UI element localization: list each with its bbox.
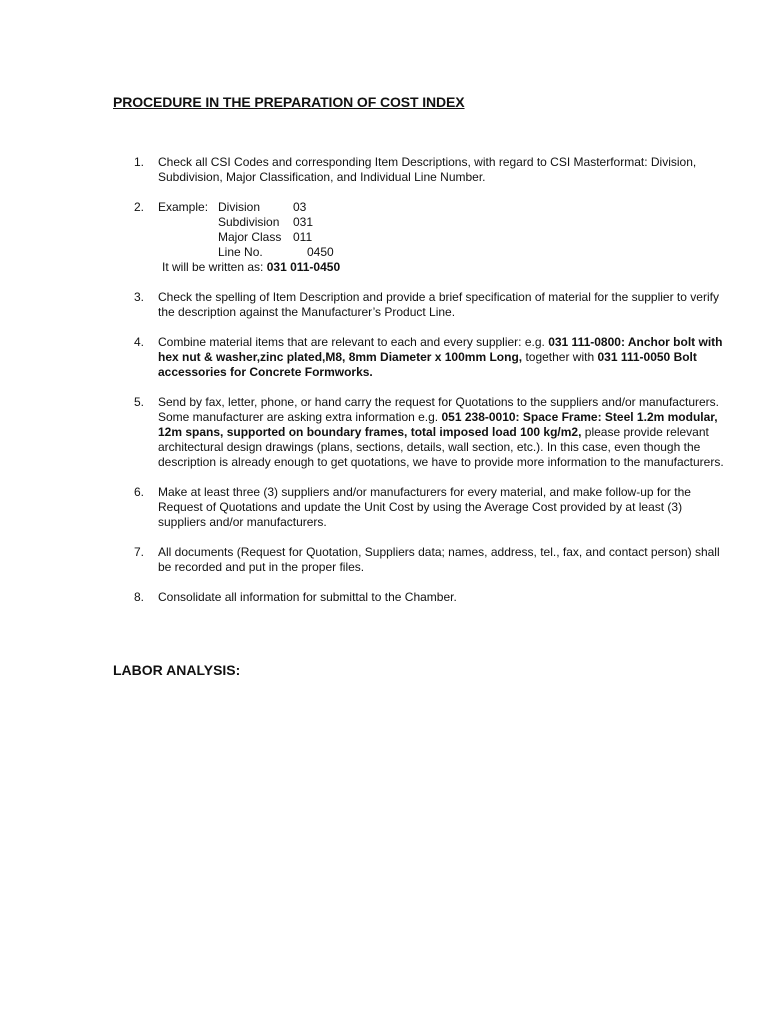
item-text: Make at least three (3) suppliers and/or manufacturers for every material, and make follow-up for the Request of Quotations and update the Unit Cost by using the Average Cost provided by at least (3) suppliers and/or manufacturers. <box>158 485 691 529</box>
item-text: Send by fax, letter, phone, or hand carry the request for Quotations to the suppliers and/or manufacturers. Some manufacturer are asking extra information e.g. <box>158 395 719 424</box>
example-row-value: 0450 <box>307 245 334 259</box>
item-number: 1. <box>134 155 145 169</box>
written-as-line <box>162 260 724 275</box>
item-text: please provide relevant architectural design drawings (plans, sections, details, wall section, etc.). In this case, even though the description is already enough to get quotations, we have to provide more information to the manufacturers. <box>158 425 724 469</box>
item-bold-code: 031 111-0050 Bolt accessories for Concrete Formworks. <box>158 350 697 379</box>
item-bold-code: 031 111-0800: Anchor bolt with hex nut & washer,zinc plated,M8, 8mm Diameter x 100mm Long, <box>158 335 723 364</box>
written-as-text: It will be written as: <box>162 260 264 274</box>
item-number: 5. <box>134 395 145 409</box>
item-bold-code: 051 238-0010: Space Frame: Steel 1.2m modular, 12m spans, supported on boundary frames, total imposed load 100 kg/m2, <box>158 410 718 439</box>
page-title: PROCEDURE IN THE PREPARATION OF COST INDEX <box>113 94 465 110</box>
item-text: Consolidate all information for submittal to the Chamber. <box>158 590 457 604</box>
example-row-label: Line No. <box>218 245 263 259</box>
list-item-4 <box>134 335 724 380</box>
item-text: Combine material items that are relevant to each and every supplier: e.g. <box>158 335 549 349</box>
example-table <box>158 200 724 260</box>
list-item-7 <box>134 545 724 575</box>
item-number: 6. <box>134 485 145 499</box>
written-as-code: 031 011-0450 <box>266 260 341 274</box>
example-row-label: Major Class <box>218 230 282 244</box>
item-number: 4. <box>134 335 145 349</box>
labor-analysis-heading: LABOR ANALYSIS: <box>113 662 241 678</box>
example-row-label: Subdivision <box>218 215 280 229</box>
item-number: 7. <box>134 545 145 559</box>
list-item-3 <box>134 290 724 320</box>
item-text: All documents (Request for Quotation, Suppliers data; names, address, tel., fax, and contact person) shall be recorded and put in the proper files. <box>158 545 720 574</box>
list-item-2 <box>134 200 724 275</box>
example-row-label: Division <box>218 200 261 214</box>
item-number: 2. <box>134 200 145 214</box>
list-item-5 <box>134 395 724 470</box>
example-row-value: 011 <box>293 230 313 244</box>
example-row-value: 031 <box>293 215 314 229</box>
item-text: Check the spelling of Item Description and provide a brief specification of material for the supplier to verify the description against the Manufacturer’s Product Line. <box>158 290 719 319</box>
item-number: 8. <box>134 590 145 604</box>
procedure-list <box>134 155 724 605</box>
example-label: Example: <box>158 200 209 214</box>
list-item-8 <box>134 590 724 605</box>
item-text: together with <box>522 350 598 364</box>
list-item-1 <box>134 155 724 185</box>
example-row-value: 03 <box>293 200 307 214</box>
item-number: 3. <box>134 290 145 304</box>
list-item-6 <box>134 485 724 530</box>
item-text: Check all CSI Codes and corresponding Item Descriptions, with regard to CSI Masterformat: Division, Subdivision, Major Classification, and Individual Line Number. <box>158 155 697 184</box>
